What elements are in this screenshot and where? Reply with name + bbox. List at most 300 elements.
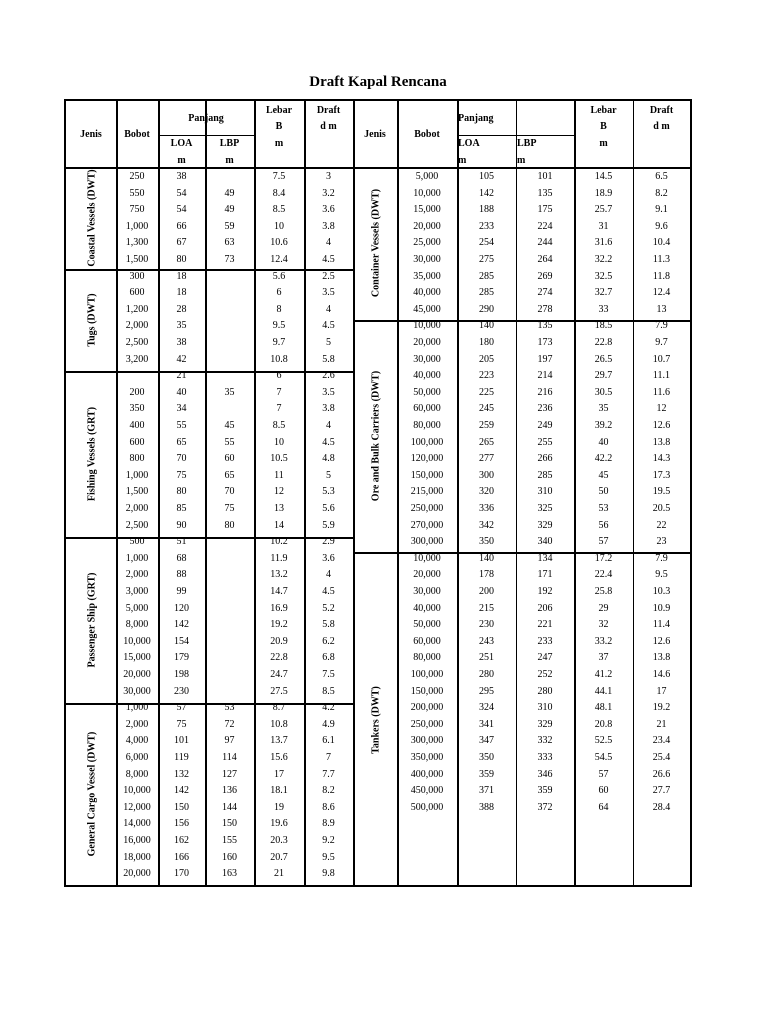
left-cell-draft: 5 (326, 469, 331, 481)
left-cell-lebar: 10.8 (270, 718, 288, 730)
right-cell-lebar: 20.8 (594, 718, 613, 730)
right-cell-lebar: 48.1 (594, 702, 613, 714)
left-cell-draft: 8.6 (322, 801, 335, 813)
header-b: B (600, 121, 607, 132)
left-cell-lbp (205, 684, 254, 700)
right-cell-bobot: 5,000 (415, 171, 439, 182)
left-cell-lebar: 8.5 (272, 204, 286, 216)
right-cell-loa: 243 (479, 635, 494, 647)
right-cell-lebar: 50 (598, 486, 609, 498)
right-cell-draft: 27.7 (652, 785, 671, 797)
left-cell-draft: 4 (326, 569, 331, 581)
right-cell-draft: 11.6 (652, 386, 671, 398)
left-cell-lebar: 7.5 (272, 171, 286, 182)
right-cell-draft: 21 (656, 718, 667, 730)
left-cell-bobot: 2,500 (125, 337, 149, 348)
right-cell-lbp: 171 (537, 569, 553, 581)
left-cell-draft: 7 (326, 752, 331, 763)
right-cell-draft: 28.4 (652, 801, 671, 813)
left-cell-lbp: 80 (224, 519, 235, 531)
right-cell-lbp: 101 (537, 171, 553, 182)
left-cell-loa: 38 (176, 337, 187, 348)
right-cell-loa: 350 (479, 752, 494, 763)
right-cell-lbp: 173 (537, 337, 553, 348)
left-cell-draft: 4.5 (322, 320, 335, 332)
right-cell-lbp: 359 (537, 785, 553, 797)
right-cell-loa: 371 (479, 785, 494, 797)
left-cell-lbp (205, 368, 254, 384)
left-cell-loa: 28 (176, 303, 187, 315)
left-cell-draft: 4.2 (322, 702, 335, 714)
category-general-cargo: General Cargo Vessel (DWT) (86, 731, 98, 857)
left-cell-bobot: 5,000 (125, 602, 149, 614)
left-cell-lbp (205, 269, 254, 285)
left-cell-lbp (205, 584, 254, 600)
right-cell-bobot: 30,000 (413, 586, 441, 597)
left-cell-lbp: 72 (224, 718, 235, 730)
left-cell-lebar: 11 (274, 469, 284, 481)
right-cell-loa: 188 (479, 204, 494, 216)
right-cell-bobot: 120,000 (410, 453, 444, 465)
right-cell-lbp: 372 (537, 801, 553, 813)
left-cell-loa: 101 (174, 735, 189, 747)
right-cell-bobot: 35,000 (413, 270, 441, 282)
header-lbp: LBP (219, 138, 240, 149)
right-cell-lebar: 26.5 (594, 353, 613, 365)
right-cell-draft: 23 (656, 536, 667, 548)
right-cell-lbp: 285 (537, 469, 553, 481)
left-cell-lbp: 97 (224, 735, 235, 747)
left-cell-loa: 18 (176, 287, 187, 299)
left-cell-draft: 4 (326, 420, 331, 431)
left-cell-lbp (205, 617, 254, 633)
left-cell-draft: 7.7 (322, 768, 335, 780)
right-cell-lbp: 197 (537, 353, 553, 365)
left-cell-loa: 65 (176, 436, 187, 448)
right-cell-lbp: 264 (537, 254, 553, 265)
left-cell-draft: 4.9 (322, 718, 335, 730)
right-cell-lbp: 340 (537, 536, 553, 548)
right-cell-lebar: 14.5 (594, 171, 613, 182)
right-cell-draft: 9.1 (655, 204, 668, 216)
right-cell-lebar: 52.5 (594, 735, 613, 747)
left-cell-bobot: 2,500 (125, 519, 149, 531)
right-cell-loa: 285 (479, 270, 494, 282)
left-cell-lbp: 59 (224, 220, 235, 232)
left-cell-loa: 66 (176, 220, 187, 232)
right-cell-loa: 285 (479, 287, 494, 299)
right-cell-draft: 12.6 (652, 420, 671, 431)
right-cell-bobot: 450,000 (410, 785, 444, 797)
header-bobot: Bobot (124, 129, 150, 140)
right-cell-draft: 13.8 (652, 652, 671, 664)
right-cell-draft: 12.6 (652, 635, 671, 647)
right-cell-draft: 13 (656, 303, 667, 315)
right-cell-loa: 320 (479, 486, 494, 498)
right-cell-bobot: 150,000 (410, 685, 444, 697)
right-cell-loa: 225 (479, 386, 494, 398)
left-cell-draft: 8.5 (322, 685, 335, 697)
right-cell-lebar: 57 (598, 768, 609, 780)
header-draft: Draft (649, 105, 674, 116)
left-cell-loa: 132 (174, 768, 189, 780)
right-cell-lbp: 329 (537, 519, 553, 531)
left-cell-bobot: 2,000 (125, 320, 149, 332)
left-cell-draft: 3.8 (322, 220, 335, 232)
left-cell-draft: 4.5 (322, 254, 335, 265)
left-cell-bobot: 3,000 (125, 586, 149, 597)
left-cell-lebar: 27.5 (270, 685, 288, 697)
left-cell-lbp: 155 (222, 835, 237, 846)
right-cell-lbp: 266 (537, 453, 553, 465)
header-bobot: Bobot (414, 129, 440, 140)
left-cell-draft: 4 (326, 237, 331, 249)
left-cell-draft: 5.6 (322, 503, 335, 514)
left-cell-loa: 198 (174, 669, 189, 680)
right-cell-lebar: 33.2 (594, 635, 613, 647)
left-cell-bobot: 10,000 (123, 785, 151, 797)
right-cell-draft: 7.9 (655, 552, 668, 564)
left-cell-draft: 4.5 (322, 586, 335, 597)
left-cell-draft: 8.9 (322, 818, 335, 830)
left-cell-lbp: 53 (224, 702, 235, 714)
right-cell-lbp: 244 (537, 237, 553, 249)
left-cell-bobot: 200 (129, 386, 145, 398)
right-cell-bobot: 40,000 (413, 370, 441, 382)
left-cell-lebar: 8 (276, 303, 282, 315)
right-cell-lbp: 236 (537, 403, 553, 415)
left-cell-draft: 3.6 (322, 552, 335, 564)
left-cell-lebar: 9.7 (272, 337, 286, 348)
right-cell-lebar: 18.9 (594, 187, 613, 199)
header-b: B (275, 121, 283, 132)
left-cell-loa: 54 (176, 204, 187, 216)
right-cell-lebar: 53 (598, 503, 609, 514)
left-cell-bobot: 1,000 (125, 702, 149, 714)
left-cell-bobot: 1,200 (125, 303, 149, 315)
left-cell-lbp (205, 401, 254, 417)
right-cell-loa: 350 (479, 536, 494, 548)
header-dm: d m (653, 121, 670, 132)
left-cell-lebar: 9.5 (272, 320, 286, 332)
left-cell-bobot: 600 (129, 287, 145, 299)
left-cell-loa: 154 (174, 635, 189, 647)
right-cell-lebar: 56 (598, 519, 609, 531)
right-cell-lbp: 247 (537, 652, 553, 664)
left-cell-lebar: 12.4 (270, 254, 288, 265)
right-cell-lbp: 135 (537, 187, 553, 199)
right-cell-bobot: 30,000 (413, 353, 441, 365)
right-cell-lbp: 206 (537, 602, 553, 614)
left-cell-lbp: 49 (224, 187, 235, 199)
left-cell-bobot: 15,000 (123, 652, 151, 664)
right-cell-draft: 7.9 (655, 320, 668, 332)
right-cell-lbp: 310 (537, 702, 553, 714)
right-cell-draft: 19.5 (652, 486, 671, 498)
right-cell-loa: 280 (479, 669, 494, 680)
right-cell-loa: 200 (479, 586, 494, 597)
right-cell-lebar: 29.7 (594, 370, 613, 382)
right-cell-lbp: 310 (537, 486, 553, 498)
left-cell-lebar: 18.1 (270, 785, 288, 797)
left-cell-lbp: 63 (224, 237, 235, 249)
right-cell-draft: 11.8 (652, 270, 671, 282)
left-cell-lebar: 10.6 (270, 237, 288, 249)
left-cell-loa: 142 (174, 619, 189, 631)
left-cell-loa: 57 (176, 702, 187, 714)
right-cell-bobot: 30,000 (413, 254, 441, 265)
left-cell-bobot: 300 (129, 270, 145, 282)
left-cell-bobot: 8,000 (125, 619, 149, 631)
left-cell-draft: 5.2 (322, 602, 335, 614)
left-cell-bobot: 1,500 (125, 254, 149, 265)
left-cell-bobot: 2,000 (125, 569, 149, 581)
left-cell-lbp: 55 (224, 436, 235, 448)
right-cell-lbp: 329 (537, 718, 553, 730)
left-cell-lbp (205, 169, 254, 185)
right-cell-loa: 277 (479, 453, 494, 465)
left-cell-lbp (205, 601, 254, 617)
left-cell-lbp: 35 (224, 386, 235, 398)
left-cell-lebar: 24.7 (270, 669, 288, 680)
header-lbp-unit: m (225, 155, 234, 166)
left-cell-draft: 3.2 (322, 187, 335, 199)
right-cell-loa: 265 (479, 436, 494, 448)
left-cell-lebar: 13.7 (270, 735, 288, 747)
left-cell-lbp (205, 285, 254, 301)
right-cell-draft: 14.3 (652, 453, 671, 465)
right-cell-lbp: 192 (537, 586, 553, 597)
right-cell-draft: 17 (656, 685, 667, 697)
right-cell-draft: 26.6 (652, 768, 671, 780)
left-cell-draft: 6.2 (322, 635, 335, 647)
right-cell-draft: 8.2 (655, 187, 668, 199)
left-cell-lebar: 8.5 (272, 420, 286, 431)
divider (353, 101, 355, 885)
left-cell-lebar: 10.2 (270, 536, 288, 548)
left-cell-lebar: 10 (274, 220, 284, 232)
header-loa-unit: m (177, 155, 186, 166)
right-cell-draft: 20.5 (652, 503, 671, 514)
right-cell-draft: 10.9 (652, 602, 671, 614)
left-cell-loa: 80 (176, 254, 187, 265)
right-cell-draft: 23.4 (652, 735, 671, 747)
right-cell-loa: 230 (479, 619, 494, 631)
right-cell-bobot: 100,000 (410, 669, 444, 680)
left-cell-loa: 230 (174, 685, 189, 697)
left-cell-lebar: 11.9 (270, 552, 288, 564)
left-cell-bobot: 250 (129, 171, 145, 182)
left-cell-lbp (205, 667, 254, 683)
left-cell-draft: 5.3 (322, 486, 335, 498)
right-cell-lebar: 57 (598, 536, 609, 548)
left-cell-loa: 90 (176, 519, 187, 531)
right-cell-loa: 178 (479, 569, 494, 581)
left-cell-draft: 2.9 (322, 536, 335, 548)
right-cell-bobot: 80,000 (413, 652, 441, 664)
left-cell-loa: 67 (176, 237, 187, 249)
header-lbp-unit: m (517, 155, 526, 166)
left-cell-bobot: 2,000 (125, 718, 149, 730)
right-cell-bobot: 400,000 (410, 768, 444, 780)
right-cell-lbp: 214 (537, 370, 553, 382)
right-cell-bobot: 215,000 (410, 486, 444, 498)
left-cell-loa: 75 (176, 469, 187, 481)
right-cell-draft: 6.5 (655, 171, 668, 182)
left-cell-lbp: 144 (222, 801, 237, 813)
right-cell-lebar: 40 (598, 436, 609, 448)
left-cell-loa: 170 (174, 868, 189, 880)
left-cell-lebar: 21 (274, 868, 284, 880)
right-cell-bobot: 15,000 (413, 204, 441, 216)
right-cell-loa: 205 (479, 353, 494, 365)
right-cell-loa: 140 (479, 552, 494, 564)
right-cell-lebar: 35 (598, 403, 609, 415)
right-cell-lbp: 274 (537, 287, 553, 299)
right-cell-bobot: 50,000 (413, 619, 441, 631)
left-cell-loa: 85 (176, 503, 187, 514)
right-cell-loa: 254 (479, 237, 494, 249)
right-cell-bobot: 60,000 (413, 403, 441, 415)
right-cell-lebar: 37 (598, 652, 609, 664)
left-cell-lbp (205, 335, 254, 351)
left-cell-loa: 55 (176, 420, 187, 431)
left-cell-draft: 5.9 (322, 519, 335, 531)
left-cell-bobot: 18,000 (123, 851, 151, 863)
right-cell-bobot: 20,000 (413, 220, 441, 232)
left-cell-bobot: 2,000 (125, 503, 149, 514)
right-cell-bobot: 40,000 (413, 287, 441, 299)
right-cell-lebar: 22.8 (594, 337, 613, 348)
page-title: Draft Kapal Rencana (309, 74, 447, 90)
left-cell-lebar: 20.9 (270, 635, 288, 647)
left-cell-lebar: 6 (276, 370, 282, 382)
right-cell-bobot: 10,000 (413, 320, 441, 332)
left-cell-loa: 120 (174, 602, 189, 614)
right-cell-loa: 347 (479, 735, 494, 747)
left-cell-draft: 3.8 (322, 403, 335, 415)
header-lebar: Lebar (590, 105, 617, 116)
right-cell-bobot: 20,000 (413, 569, 441, 581)
left-cell-lbp: 75 (224, 503, 235, 514)
right-cell-lbp: 216 (537, 386, 553, 398)
left-cell-draft: 6.8 (322, 652, 335, 664)
right-cell-loa: 324 (479, 702, 494, 714)
left-cell-bobot: 800 (129, 453, 145, 465)
right-cell-lbp: 255 (537, 436, 553, 448)
right-cell-lebar: 25.7 (594, 204, 613, 216)
right-cell-loa: 388 (479, 801, 494, 813)
left-cell-loa: 119 (174, 752, 189, 763)
right-cell-draft: 19.2 (652, 702, 671, 714)
right-cell-loa: 259 (479, 420, 494, 431)
right-cell-bobot: 350,000 (410, 752, 444, 763)
left-cell-lbp: 150 (222, 818, 237, 830)
left-cell-bobot: 4,000 (125, 735, 149, 747)
left-cell-draft: 4.5 (322, 436, 335, 448)
right-cell-lebar: 32.5 (594, 270, 613, 282)
right-cell-loa: 290 (479, 303, 494, 315)
left-cell-draft: 7.5 (322, 669, 335, 680)
header-lebar: Lebar (265, 105, 293, 116)
left-cell-draft: 9.2 (322, 835, 335, 846)
right-cell-bobot: 10,000 (413, 187, 441, 199)
left-cell-draft: 2.5 (322, 270, 335, 282)
category-tankers: Tankers (DWT) (370, 686, 382, 754)
right-cell-loa: 180 (479, 337, 494, 348)
left-cell-bobot: 550 (129, 187, 145, 199)
left-cell-lebar: 15.6 (270, 752, 288, 763)
left-cell-bobot: 1,500 (125, 486, 149, 498)
header-jenis: Jenis (80, 129, 102, 140)
right-cell-bobot: 20,000 (413, 337, 441, 348)
right-cell-draft: 22 (656, 519, 667, 531)
right-cell-bobot: 300,000 (410, 735, 444, 747)
left-cell-loa: 54 (176, 187, 187, 199)
header-loa: LOA (170, 138, 193, 149)
left-cell-draft: 3.6 (322, 204, 335, 216)
left-cell-lbp: 65 (224, 469, 235, 481)
left-cell-bobot: 3,200 (125, 353, 149, 365)
left-cell-draft: 3.5 (322, 287, 335, 299)
header-loa-unit: m (458, 155, 467, 166)
left-cell-lbp (205, 318, 254, 334)
right-cell-draft: 14.6 (652, 669, 671, 680)
category-ore-bulk-carriers: Ore and Bulk Carriers (DWT) (370, 370, 382, 502)
left-cell-draft: 6.1 (322, 735, 335, 747)
right-cell-lbp: 134 (537, 552, 553, 564)
header-dm: d m (320, 121, 337, 132)
right-cell-loa: 341 (479, 718, 494, 730)
left-cell-lebar: 19.2 (270, 619, 288, 631)
right-cell-bobot: 45,000 (413, 303, 441, 315)
right-cell-lebar: 60 (598, 785, 609, 797)
right-cell-bobot: 100,000 (410, 436, 444, 448)
right-cell-lebar: 41.2 (594, 669, 613, 680)
right-cell-lebar: 29 (598, 602, 609, 614)
right-cell-bobot: 25,000 (413, 237, 441, 249)
left-cell-draft: 3 (326, 171, 331, 182)
left-cell-draft: 9.8 (322, 868, 335, 880)
left-cell-bobot: 600 (129, 436, 145, 448)
left-cell-loa: 51 (176, 536, 187, 548)
left-cell-bobot: 8,000 (125, 768, 149, 780)
right-cell-lbp: 233 (537, 635, 553, 647)
left-cell-loa: 88 (176, 569, 187, 581)
header-panjang: Panjang (188, 113, 224, 124)
right-cell-lbp: 135 (537, 320, 553, 332)
category-tugs: Tugs (DWT) (86, 293, 98, 347)
right-cell-draft: 9.5 (655, 569, 668, 581)
left-cell-loa: 162 (174, 835, 189, 846)
ship-draft-table (64, 99, 692, 887)
right-cell-bobot: 250,000 (410, 718, 444, 730)
left-cell-lebar: 22.8 (270, 652, 288, 664)
right-cell-lbp: 269 (537, 270, 553, 282)
right-cell-loa: 140 (479, 320, 494, 332)
right-cell-lebar: 44.1 (594, 685, 613, 697)
right-cell-lebar: 64 (598, 801, 609, 813)
divider (458, 135, 574, 136)
right-cell-draft: 11.1 (652, 370, 671, 382)
category-fishing-vessels: Fishing Vessels (GRT) (86, 406, 98, 502)
right-cell-lebar: 33 (598, 303, 609, 315)
right-cell-draft: 11.4 (652, 619, 671, 631)
left-cell-lebar: 14 (274, 519, 284, 531)
left-cell-bobot: 20,000 (123, 669, 151, 680)
right-cell-lbp: 332 (537, 735, 553, 747)
right-cell-draft: 9.6 (655, 220, 668, 232)
